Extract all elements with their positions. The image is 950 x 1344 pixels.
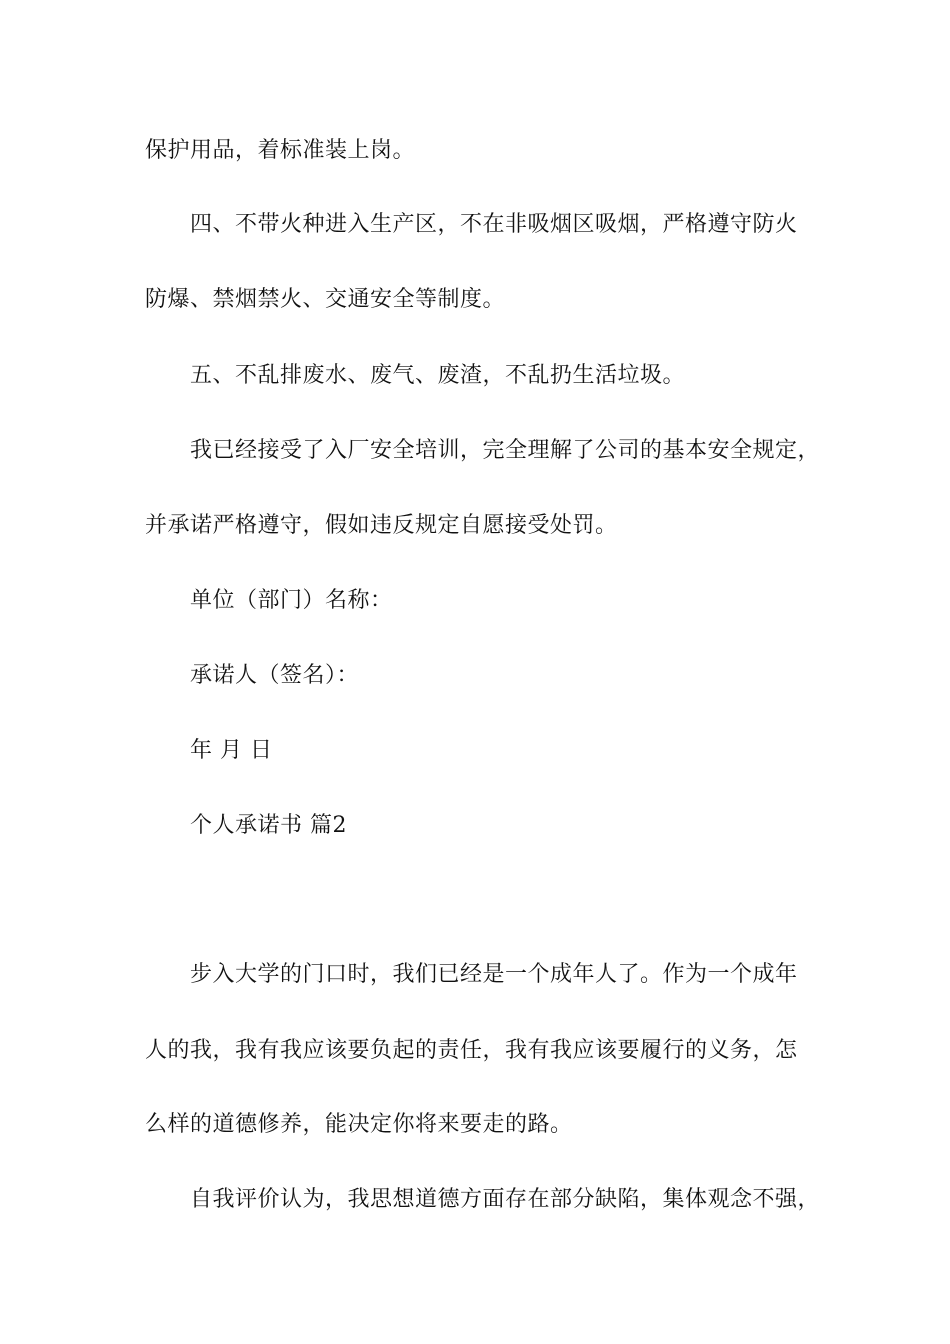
paragraph-line: 防爆、禁烟禁火、交通安全等制度。 — [145, 287, 506, 312]
paragraph-line: 步入大学的门口时，我们已经是一个成年人了。作为一个成年 — [190, 962, 798, 987]
section-heading: 个人承诺书 篇2 — [190, 813, 347, 838]
paragraph-line: 四、不带火种进入生产区，不在非吸烟区吸烟，严格遵守防火 — [190, 212, 798, 237]
form-label-signature: 承诺人（签名）： — [190, 663, 360, 688]
paragraph-line: 自我评价认为，我思想道德方面存在部分缺陷，集体观念不强， — [190, 1187, 821, 1212]
paragraph-line: 么样的道德修养，能决定你将来要走的路。 — [145, 1112, 573, 1137]
paragraph-line: 我已经接受了入厂安全培训，完全理解了公司的基本安全规定， — [190, 438, 821, 463]
paragraph-line: 并承诺严格遵守，假如违反规定自愿接受处罚。 — [145, 513, 618, 538]
paragraph-line: 人的我，我有我应该要负起的责任，我有我应该要履行的义务，怎 — [145, 1038, 798, 1063]
paragraph-line: 五、不乱排废水、废气、废渣，不乱扔生活垃圾。 — [190, 363, 686, 388]
paragraph-line: 保护用品，着标准装上岗。 — [145, 138, 416, 163]
form-label-date: 年 月 日 — [190, 738, 273, 763]
form-label-unit: 单位（部门）名称： — [190, 588, 393, 613]
